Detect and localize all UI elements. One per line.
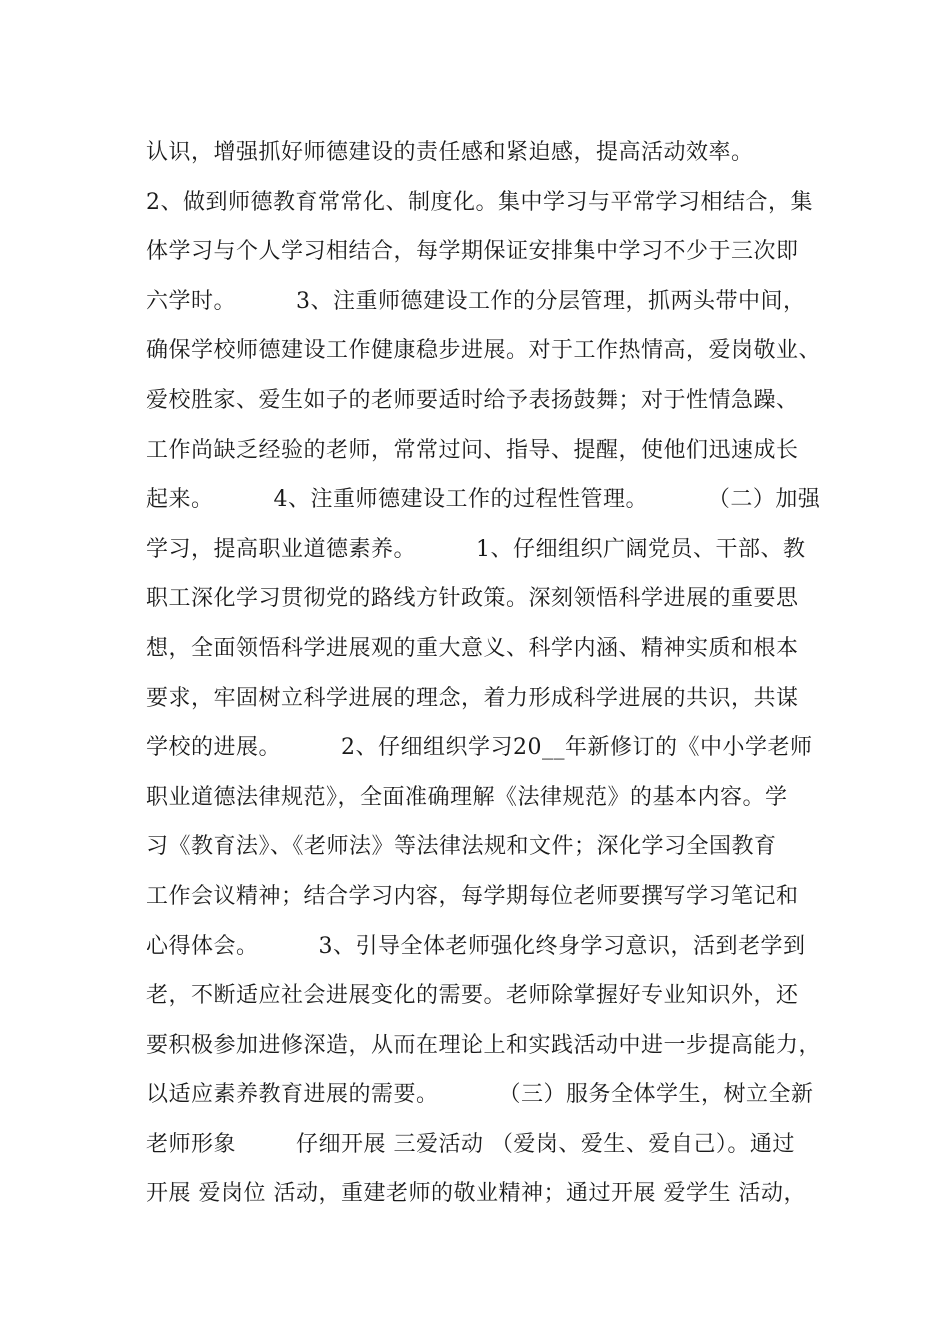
text-line: 认识，增强抓好师德建设的责任感和紧迫感，提高活动效率。 bbox=[146, 140, 754, 165]
text-line: 要积极参加进修深造，从而在理论上和实践活动中进一步提高能力， bbox=[146, 1032, 822, 1058]
text-line: 爱校胜家、爱生如子的老师要适时给予表扬鼓舞；对于性情急躁、 bbox=[146, 387, 799, 413]
text-line: 体学习与个人学习相结合，每学期保证安排集中学习不少于三次即 bbox=[146, 239, 799, 265]
text-line: 开展 爱岗位 活动，重建老师的敬业精神；通过开展 爱学生 活动， bbox=[146, 1181, 806, 1207]
text-line: 老，不断适应社会进展变化的需要。老师除掌握好专业知识外，还 bbox=[146, 983, 799, 1009]
text-line: 学习，提高职业道德素养。 1、仔细组织广阔党员、干部、教 bbox=[146, 536, 806, 562]
text-line: 确保学校师德建设工作健康稳步进展。对于工作热情高，爱岗敬业、 bbox=[146, 338, 822, 364]
text-line: 老师形象 仔细开展 三爱活动 （爱岗、爱生、爱自己）。通过 bbox=[146, 1131, 795, 1157]
text-line: 六学时。 3、注重师德建设工作的分层管理，抓两头带中间， bbox=[146, 288, 806, 314]
text-line: 以适应素养教育进展的需要。 （三）服务全体学生，树立全新 bbox=[146, 1082, 814, 1108]
text-line: 职工深化学习贯彻党的路线方针政策。深刻领悟科学进展的重要思 bbox=[146, 586, 799, 612]
text-line: 心得体会。 3、引导全体老师强化终身学习意识，活到老学到 bbox=[146, 933, 806, 959]
text-line: 习《教育法》、《老师法》等法律法规和文件；深化学习全国教育 bbox=[146, 834, 777, 860]
text-line: 学校的进展。 2、仔细组织学习20__年新修订的《中小学老师 bbox=[146, 735, 813, 761]
body-text bbox=[146, 128, 826, 1219]
text-line: 职业道德法律规范》，全面准确理解《法律规范》的基本内容。学 bbox=[146, 784, 788, 810]
text-line: 想，全面领悟科学进展观的重大意义、科学内涵、精神实质和根本 bbox=[146, 635, 799, 661]
text-line: 要求，牢固树立科学进展的理念，着力形成科学进展的共识，共谋 bbox=[146, 685, 799, 711]
text-line: 工作会议精神；结合学习内容，每学期每位老师要撰写学习笔记和 bbox=[146, 883, 799, 909]
text-line: 起来。 4、注重师德建设工作的过程性管理。 （二）加强 bbox=[146, 487, 821, 513]
text-line: 2、做到师德教育常常化、制度化。集中学习与平常学习相结合，集 bbox=[146, 189, 813, 215]
text-line: 工作尚缺乏经验的老师，常常过问、指导、提醒，使他们迅速成长 bbox=[146, 437, 799, 463]
